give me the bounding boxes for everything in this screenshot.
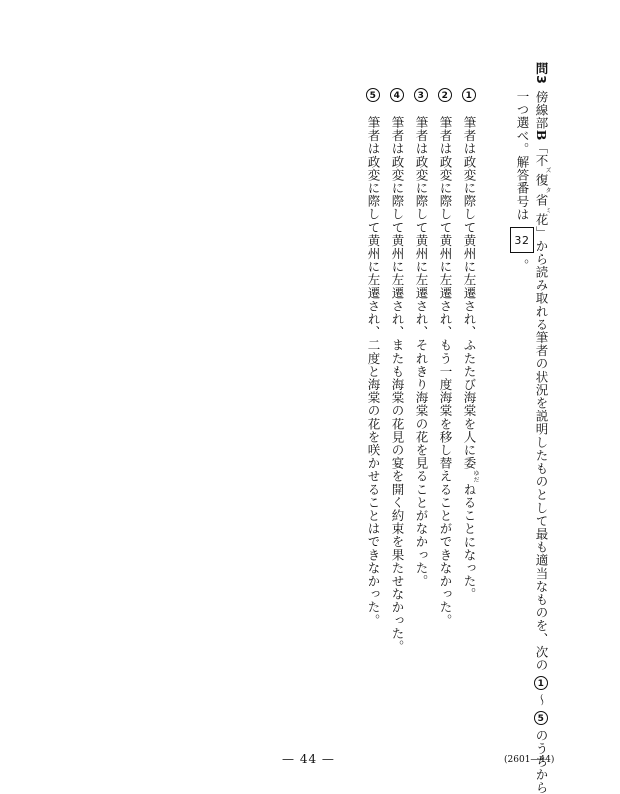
choice-range-end: 5 [534,711,548,725]
option-number: 5 [366,88,380,102]
option-text: 筆者は政変に際して黄州に左遷され、二度と海棠の花を咲かせることはできなかった。 [366,116,381,627]
option-text: 筆者は政変に際して黄州に左遷され、ふたたび海棠を人に委 [462,116,477,470]
option-number: 3 [414,88,428,102]
question-line-2: 一つ選べ。解答番号は32。 [510,90,534,272]
option-text: 筆者は政変に際して黄州に左遷され、またも海棠の花見の宴を開く約束を果たせなかった。 [390,116,405,654]
choice-range-start: 1 [534,676,548,690]
option-number: 1 [462,88,476,102]
option-text: 筆者は政変に際して黄州に左遷され、それきり海棠の花を見ることがなかった。 [414,116,429,588]
option-number: 2 [438,88,452,102]
option-5 [366,88,380,627]
page-number: — 44 — [282,752,335,766]
option-4 [390,88,404,653]
question-label: 問3 [534,62,549,85]
question-line-1: 問3傍線部B「不ズ復タ省ミ花」から読み取れる筆者の状況を説明したものとして最も適当なものを、次の1～5のうちから [534,62,551,794]
option-3 [414,88,428,588]
underline-ref: B [534,129,549,141]
exam-code: (2601—44) [504,755,555,765]
option-number: 4 [390,88,404,102]
option-2 [438,88,452,627]
option-text: 筆者は政変に際して黄州に左遷され、もう一度海棠を移し替えることができなかった。 [438,116,453,627]
option-1: 1筆者は政変に際して黄州に左遷され、ふたたび海棠を人に委ゆだねることになった。 [462,88,476,601]
answer-number-box: 32 [510,227,534,253]
